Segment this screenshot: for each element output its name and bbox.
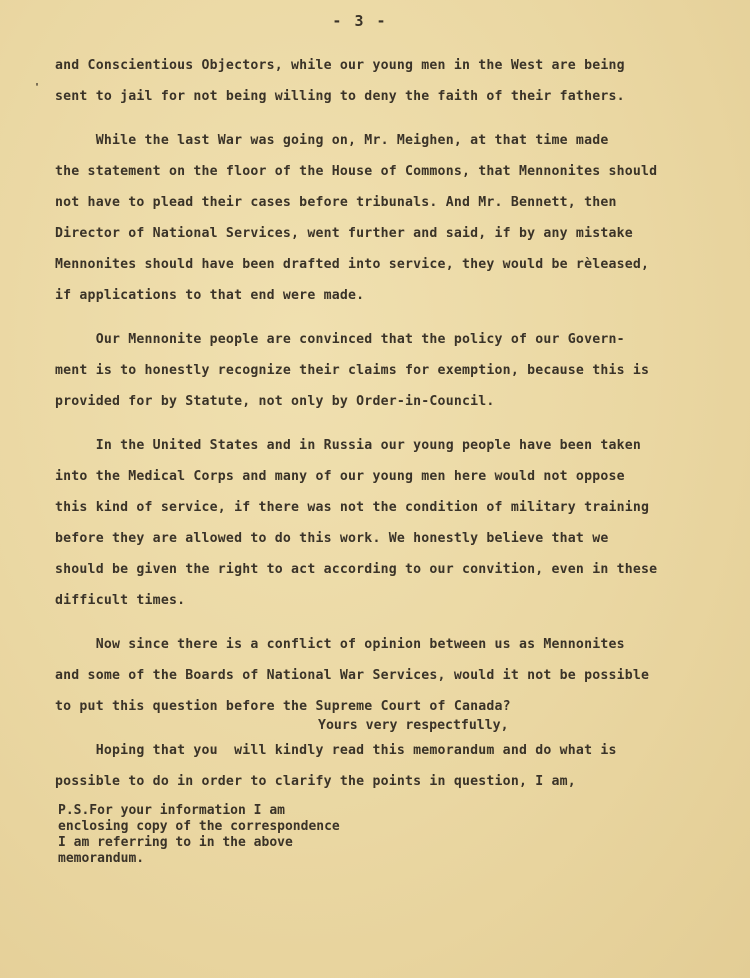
text-line: and Conscientious Objectors, while our young men in the West are being (55, 58, 625, 73)
paragraph-6 (55, 735, 727, 797)
text-line: and some of the Boards of National War Services, would it not be possible (55, 668, 650, 683)
text-line: Mennonites should have been drafted into service, they would be rèleased, (55, 257, 650, 272)
closing-salutation: Yours very respectfully, (318, 718, 509, 733)
paragraph-1 (55, 50, 727, 112)
text-line: Our Mennonite people are convinced that the policy of our Govern- (55, 332, 625, 347)
postscript-line: memorandum. (58, 851, 145, 866)
text-line: Hoping that you will kindly read this memorandum and do what is (55, 743, 617, 758)
postscript-line: enclosing copy of the correspondence (58, 819, 340, 834)
text-line: difficult times. (55, 593, 186, 608)
text-line: if applications to that end were made. (55, 288, 365, 303)
text-line: before they are allowed to do this work. We honestly believe that we (55, 531, 609, 546)
text-line: Director of National Services, went further and said, if by any mistake (55, 226, 633, 241)
postscript-line: I am referring to in the above (58, 835, 293, 850)
text-line: to put this question before the Supreme Court of Canada? (55, 699, 511, 714)
margin-mark: ' (34, 82, 41, 93)
text-line: not have to plead their cases before tribunals. And Mr. Bennett, then (55, 195, 617, 210)
text-line: ment is to honestly recognize their claims for exemption, because this is (55, 363, 650, 378)
text-line: In the United States and in Russia our young people have been taken (55, 438, 642, 453)
letter-body (55, 50, 727, 797)
postscript-line: P.S.For your information I am (58, 803, 285, 818)
text-line: possible to do in order to clarify the points in question, I am, (55, 774, 576, 789)
paragraph-4 (55, 430, 727, 616)
page-number: - 3 - (332, 12, 388, 30)
paragraph-3 (55, 324, 727, 417)
text-line: provided for by Statute, not only by Order-in-Council. (55, 394, 495, 409)
text-line: Now since there is a conflict of opinion between us as Mennonites (55, 637, 625, 652)
text-line: into the Medical Corps and many of our young men here would not oppose (55, 469, 625, 484)
text-line: this kind of service, if there was not the condition of military training (55, 500, 650, 515)
text-line: While the last War was going on, Mr. Meighen, at that time made (55, 133, 609, 148)
text-line: sent to jail for not being willing to deny the faith of their fathers. (55, 89, 625, 104)
paragraph-2 (55, 125, 727, 311)
paragraph-5 (55, 629, 727, 722)
text-line: should be given the right to act according to our convition, even in these (55, 562, 658, 577)
postscript (58, 803, 340, 867)
text-line: the statement on the floor of the House of Commons, that Mennonites should (55, 164, 658, 179)
